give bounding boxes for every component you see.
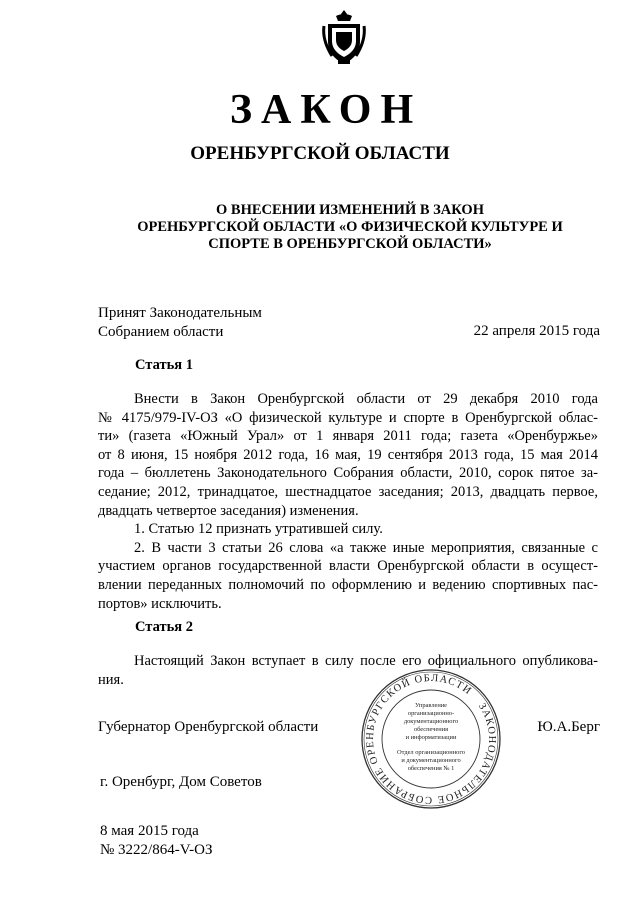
article-2-title: Статья 2 [135,619,193,635]
signatory-name: Ю.А.Берг [537,719,600,735]
stamp-line: обеспечения № 1 [407,765,455,772]
text-line: Внести в Закон Оренбургской области от 29 декабря 2010 года [134,391,598,407]
stamp-line: организационно- [407,710,455,717]
text-line: двадцать четвертое заседания) изменения. [98,502,359,519]
text-line: седание; 2012, тринадцатое, шестнадцатое заседания; 2013, двадцать первое, [98,483,598,500]
stamp-line: документационного [403,718,459,725]
adoption-date: 22 апреля 2015 года [473,323,600,339]
text-line: 2. В части 3 статьи 26 слова «а также иные мероприятия, связанные с [134,539,598,556]
signatory-role: Губернатор Оренбургской области [98,719,319,735]
law-heading-line: О ВНЕСЕНИИ ИЗМЕНЕНИЙ В ЗАКОН [216,202,484,218]
text-line: портов» исключить. [98,595,222,612]
document-date: 8 мая 2015 года [100,823,199,839]
text-line: ния. [98,671,124,688]
stamp-line: обеспечения [413,726,449,733]
article-1-text [98,390,598,613]
law-heading-line: ОРЕНБУРГСКОЙ ОБЛАСТИ «О ФИЗИЧЕСКОЙ КУЛЬТУРЕ И [137,219,563,235]
text-line: ти» (газета «Южный Урал» от 1 января 2011 года; газета «Оренбуржье» [98,428,598,445]
text-line: влении переданных полномочий по оформлению и ведению спортивных пас- [98,576,598,593]
stamp-line: и документационного [401,757,461,764]
official-stamp [360,668,502,810]
article-2-text [98,652,598,689]
article-1-item-1: 1. Статью 12 признать утратившей силу. [134,521,383,538]
stamp-line: Отдел организационного [397,749,465,756]
text-line: года – бюллетень Законодательного Собрания области, 2010, сорок пятое за- [98,465,598,482]
text-line: Настоящий Закон вступает в силу после его официального опубликова- [134,653,598,669]
stamp-line: и информатизации [405,734,457,741]
adoption-line: Принят Законодательным [98,305,262,321]
adoption-statement [98,304,262,342]
document-subtitle: ОРЕНБУРГСКОЙ ОБЛАСТИ [190,143,450,164]
text-line: участием органов государственной власти Оренбургской области в осущест- [98,558,598,575]
signing-place: г. Оренбург, Дом Советов [100,774,262,790]
document-title: ЗАКОН [229,87,423,133]
law-heading [100,202,600,253]
document-number: № 3222/864-V-ОЗ [100,842,213,858]
adoption-line: Собранием области [98,324,224,340]
document-registration [100,822,213,860]
law-heading-line: СПОРТЕ В ОРЕНБУРГСКОЙ ОБЛАСТИ» [208,236,492,252]
coat-of-arms-icon [322,8,366,66]
stamp-line: Управление [414,702,448,709]
article-1-title: Статья 1 [135,357,193,373]
text-line: от 8 июня, 15 ноября 2012 года, 16 мая, 19 сентября 2013 года, 15 мая 2014 [98,446,598,463]
stamp-ring-text: ЗАКОНОДАТЕЛЬНОЕ СОБРАНИЕ ОРЕНБУРГСКОЙ ОБЛАСТИ [364,672,498,806]
text-line: № 4175/979-IV-ОЗ «О физической культуре и спорте в Оренбургской облас- [98,409,598,426]
